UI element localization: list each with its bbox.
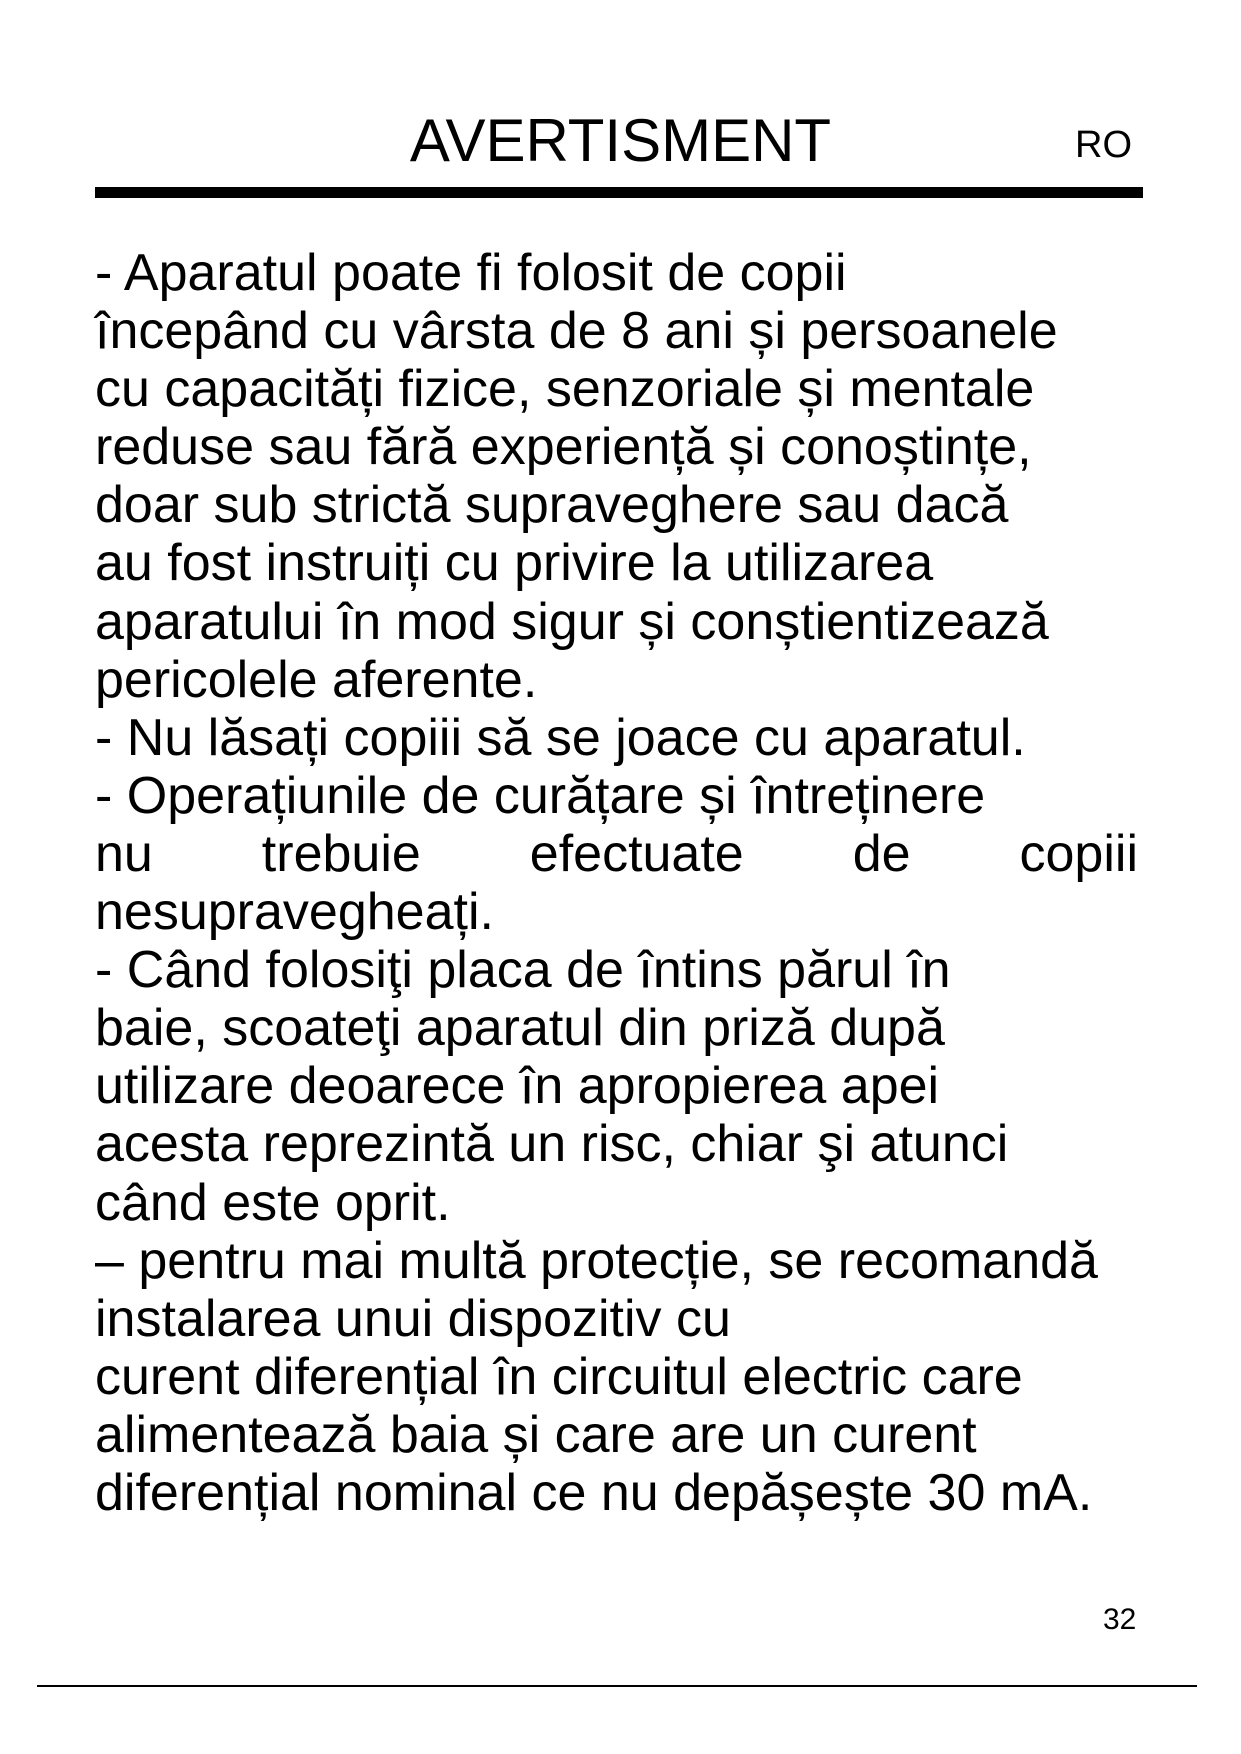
title-divider <box>95 187 1143 198</box>
text-line: începând cu vârsta de 8 ani și persoanele <box>95 302 1058 361</box>
text-line: instalarea unui dispozitiv cu <box>95 1289 731 1348</box>
text-line: pericolele aferente. <box>95 650 538 709</box>
text-line: când este oprit. <box>95 1173 451 1232</box>
page-title: AVERTISMENT <box>409 107 832 174</box>
text-line: curent diferențial în circuitul electric care <box>95 1347 1023 1406</box>
text-line: diferențial nominal ce nu depășește 30 mA. <box>95 1463 1093 1522</box>
text-line: - Operațiunile de curățare și întreținere <box>95 766 986 825</box>
footer-divider <box>37 1685 1197 1687</box>
text-line: doar sub strictă supraveghere sau dacă <box>95 476 1009 535</box>
text-line: - Când folosiţi placa de întins părul în <box>95 941 951 1000</box>
page-number: 32 <box>1103 1603 1137 1636</box>
warning-text <box>95 244 1145 1522</box>
text-line: alimentează baia și care are un curent <box>95 1405 977 1464</box>
text-line: reduse sau fără experiență și conoștințe, <box>95 418 1032 477</box>
text-line: nesupravegheați. <box>95 883 494 942</box>
text-line: – pentru mai multă protecție, se recomandă <box>95 1231 1098 1290</box>
text-line: baie, scoateţi aparatul din priză după <box>95 999 945 1058</box>
text-line: nu trebuie efectuate de copiii <box>95 824 1138 883</box>
language-code: RO <box>1075 124 1132 166</box>
text-line: utilizare deoarece în apropierea apei <box>95 1057 940 1116</box>
text-line: au fost instruiți cu privire la utilizarea <box>95 534 934 593</box>
text-line: - Aparatul poate fi folosit de copii <box>95 244 847 302</box>
text-line: cu capacități fizice, senzoriale și mentale <box>95 360 1035 419</box>
text-line: aparatului în mod sigur și conștientizează <box>95 592 1049 651</box>
text-line: acesta reprezintă un risc, chiar şi atunci <box>95 1115 1009 1174</box>
text-line: - Nu lăsați copiii să se joace cu aparatul. <box>95 708 1026 767</box>
